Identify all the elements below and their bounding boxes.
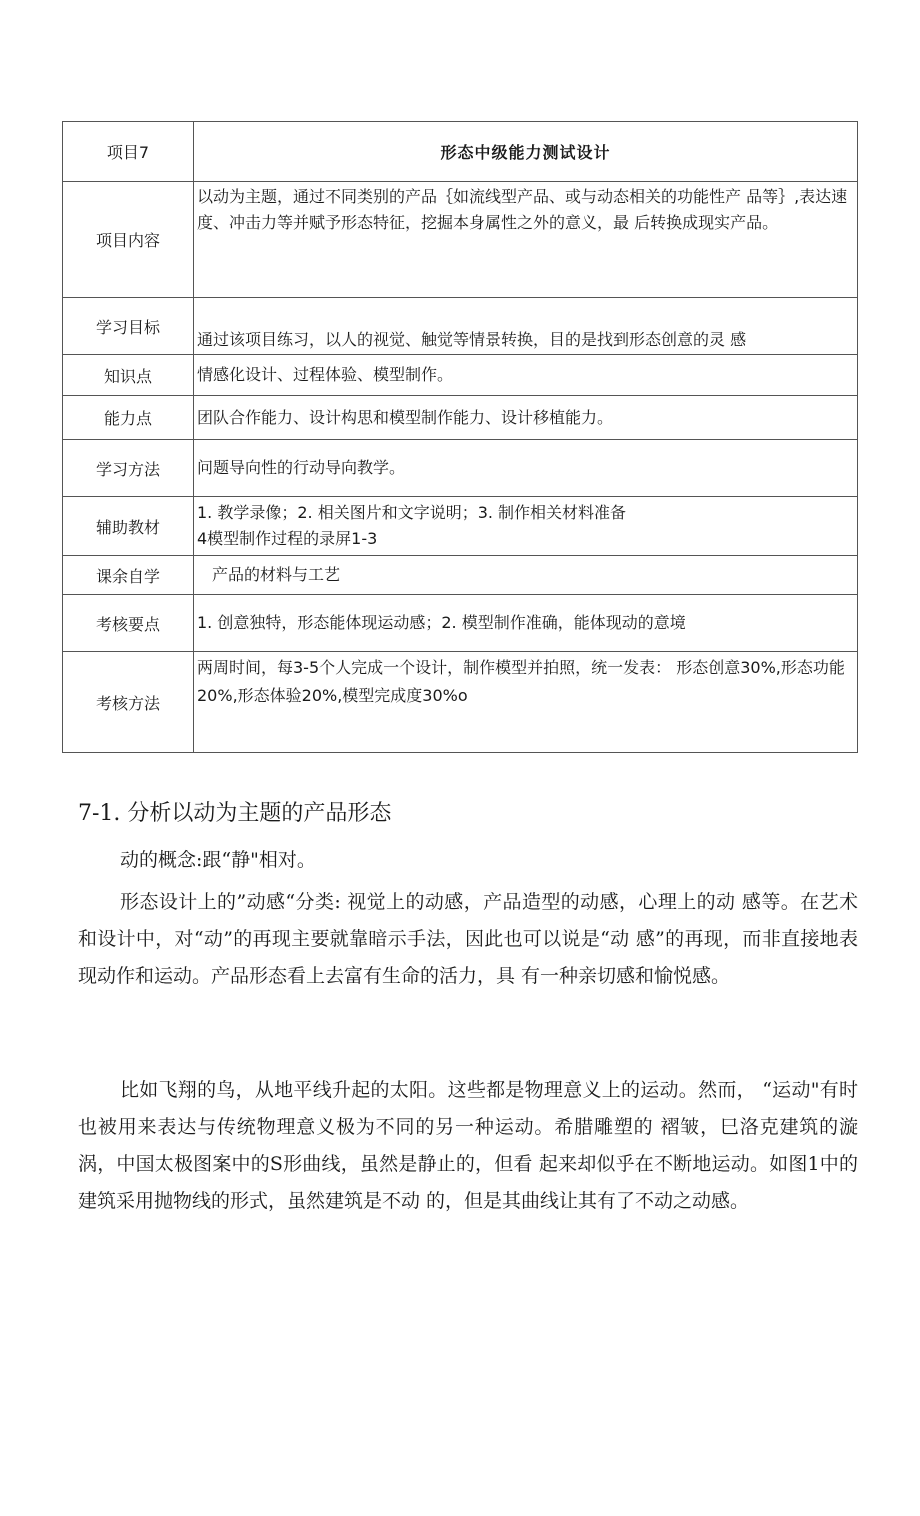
row-value: 情感化设计、过程体验、模型制作。 bbox=[194, 355, 858, 396]
paragraph: 动的概念:跟“静"相对。 bbox=[120, 849, 316, 871]
project-number-cell: 项目7 bbox=[63, 122, 194, 182]
row-value: 1. 创意独特，形态能体现运动感；2. 模型制作准确，能体现动的意境 bbox=[194, 595, 858, 652]
row-value: 团队合作能力、设计构思和模型制作能力、设计移植能力。 bbox=[194, 396, 858, 440]
table-row bbox=[63, 440, 858, 497]
row-value-line: 4模型制作过程的录屏1-3 bbox=[197, 529, 378, 548]
row-label: 知识点 bbox=[63, 355, 194, 396]
row-label: 项目内容 bbox=[63, 182, 194, 298]
table-row bbox=[63, 298, 858, 355]
section-heading: 7-1. 分析以动为主题的产品形态 bbox=[78, 801, 392, 826]
table-row bbox=[63, 652, 858, 753]
table-row bbox=[63, 556, 858, 595]
row-label: 能力点 bbox=[63, 396, 194, 440]
row-label: 考核方法 bbox=[63, 652, 194, 753]
row-value: 通过该项目练习，以人的视觉、触觉等情景转换，目的是找到形态创意的灵 感 bbox=[194, 298, 858, 355]
table-row bbox=[63, 396, 858, 440]
row-label: 辅助教材 bbox=[63, 497, 194, 556]
table-row bbox=[63, 595, 858, 652]
row-label: 课余自学 bbox=[63, 556, 194, 595]
table-row bbox=[63, 182, 858, 298]
project-table bbox=[62, 121, 858, 753]
row-value: 问题导向性的行动导向教学。 bbox=[194, 440, 858, 497]
row-label: 学习目标 bbox=[63, 298, 194, 355]
project-title: 形态中级能力测试设计 bbox=[194, 122, 858, 182]
paragraph: 比如飞翔的鸟，从地平线升起的太阳。这些都是物理意义上的运动。然而， “运动"有时也被用来表达与传统物理意义极为不同的另一种运动。希腊雕塑的 褶皱，巳洛克建筑的漩涡，中国太极图案中的S形曲线，虽然是静止的，但看 起来却似乎在不断地运动。如图1中的建筑采用抛物线的形式，虽然建筑是不动 的，但是其曲线让其有了不动之动感。 bbox=[78, 1079, 858, 1212]
row-value-line: 1. 教学录像；2. 相关图片和文字说明；3. 制作相关材料准备 bbox=[197, 503, 627, 522]
row-value bbox=[194, 497, 858, 556]
row-label: 考核要点 bbox=[63, 595, 194, 652]
table-row bbox=[63, 497, 858, 556]
row-value: 两周时间，每3-5个人完成一个设计，制作模型并拍照，统一发表： 形态创意30%,形态功能20%,形态体验20%,模型完成度30%o bbox=[194, 652, 858, 753]
table-header-row bbox=[63, 122, 858, 182]
paragraph: 形态设计上的”动感“分类: 视觉上的动感，产品造型的动感，心理上的动 感等。在艺术和设计中，对“动”的再现主要就靠暗示手法，因此也可以说是“动 感”的再现，而非直接地表现动作和运动。产品形态看上去富有生命的活力，具 有一种亲切感和愉悦感。 bbox=[78, 891, 858, 987]
row-value: 以动为主题，通过不同类别的产品｛如流线型产品、或与动态相关的功能性产 品等｝,表达速度、冲击力等并赋予形态特征，挖掘本身属性之外的意义，最 后转换成现实产品。 bbox=[194, 182, 858, 298]
row-label: 学习方法 bbox=[63, 440, 194, 497]
table-row bbox=[63, 355, 858, 396]
row-value: 产品的材料与工艺 bbox=[194, 556, 858, 595]
